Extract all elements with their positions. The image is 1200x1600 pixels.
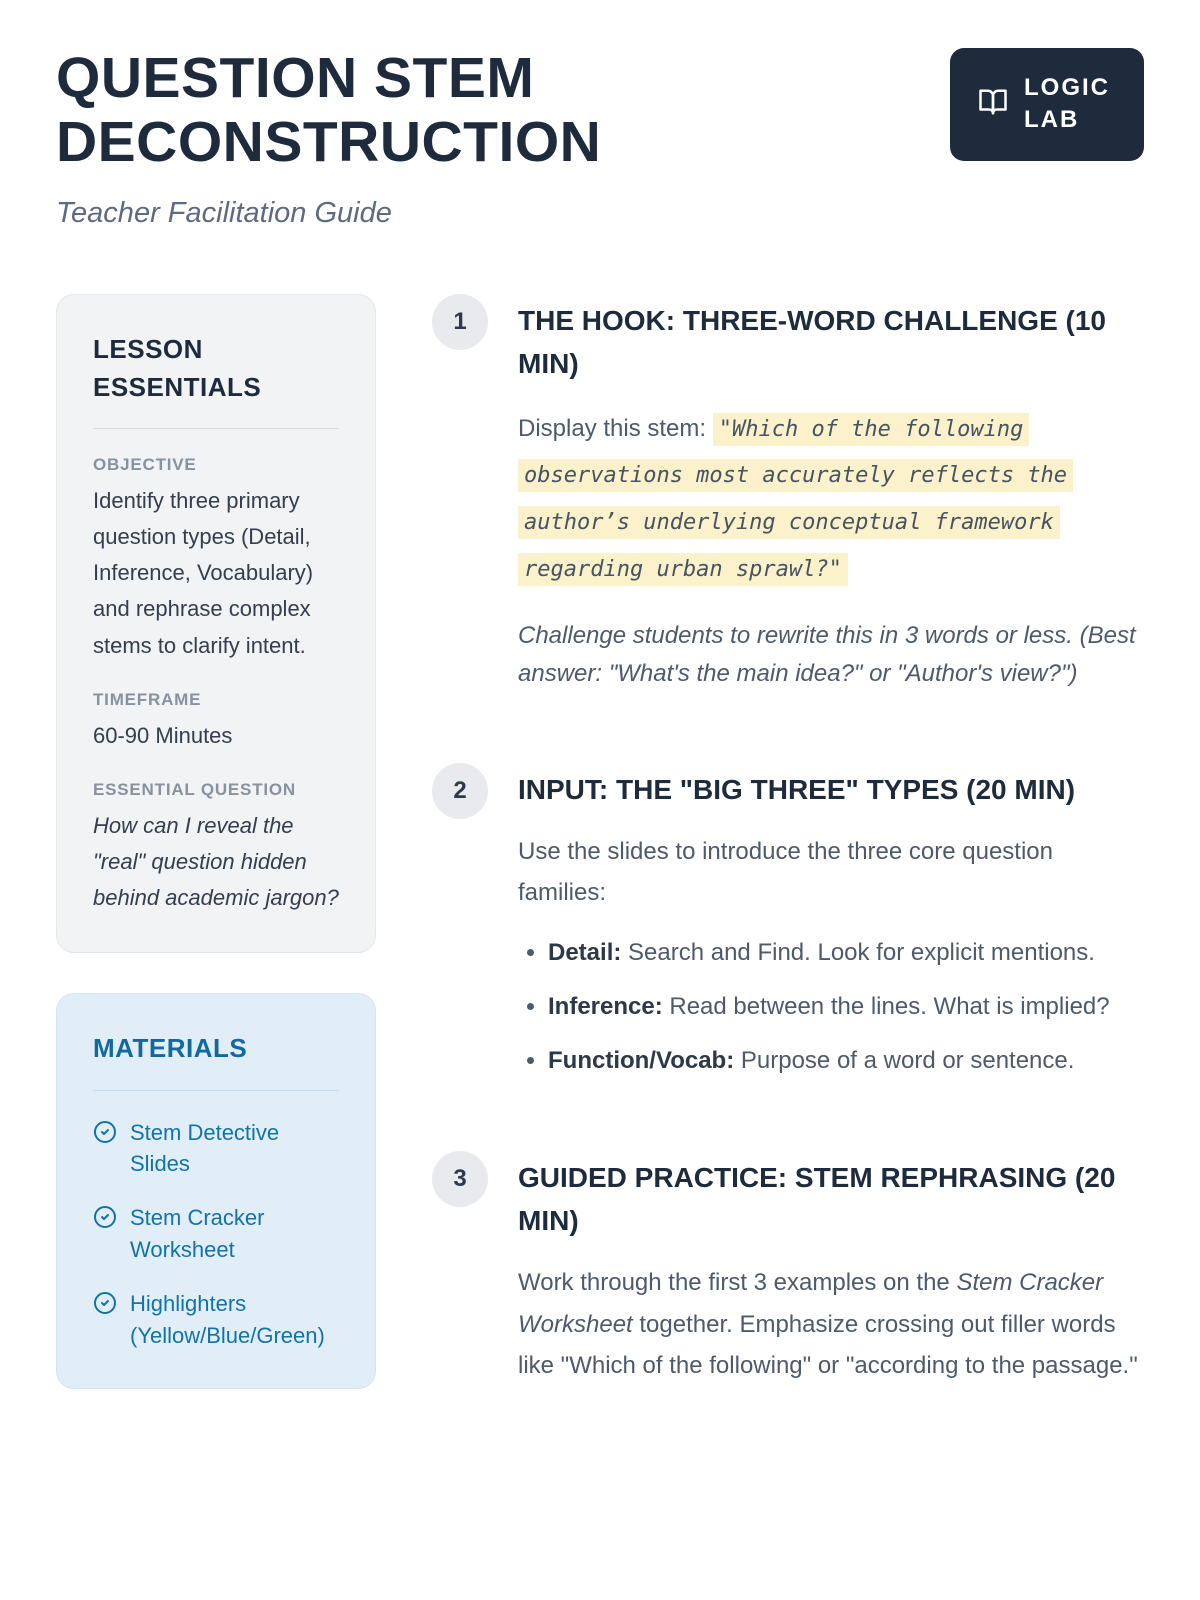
step-number-badge: 1 [432,294,488,350]
header-text-block [56,46,756,230]
timeframe-label: TIMEFRAME [93,689,202,709]
check-circle-icon [93,1120,117,1149]
book-open-icon [978,87,1008,122]
step-number-badge: 3 [432,1151,488,1207]
bullet-inference [548,988,1144,1026]
bullet-function-vocab [548,1042,1144,1080]
divider [93,428,339,429]
materials-title: MATERIALS [93,1032,248,1063]
step-paragraph [518,1262,1144,1386]
bullet-text: Read between the lines. What is implied? [662,992,1110,1020]
lesson-steps [432,294,1144,1389]
objective-section [93,455,339,663]
content [56,294,1144,1389]
check-circle-icon [93,1291,117,1320]
materials-list [93,1117,339,1352]
material-item-highlighters[interactable] [93,1288,339,1352]
badge-label: LOGIC LAB [1024,74,1110,134]
question-type-list [518,934,1144,1081]
step-number-badge: 2 [432,763,488,819]
timeframe-section [93,690,339,754]
material-item-label: Stem Detective Slides [130,1119,280,1177]
essential-question-section [93,780,339,916]
essential-question-text: How can I reveal the "real" question hidden behind academic jargon? [93,812,339,910]
step-2-input [432,763,1144,1081]
objective-label: OBJECTIVE [93,455,197,475]
step-paragraph-post: together. Emphasize crossing out filler words like "Which of the following" or "according to the passage." [518,1310,1138,1379]
bullet-lead: Detail: [548,938,622,966]
step-intro [518,406,1144,593]
logic-lab-badge [950,48,1144,161]
step-title: THE HOOK: THREE-WORD CHALLENGE (10 MIN) [518,304,1106,380]
material-item-worksheet[interactable] [93,1202,339,1266]
bullet-text: Search and Find. Look for explicit mentions. [621,938,1095,966]
material-item-slides[interactable] [93,1117,339,1181]
check-circle-icon [93,1205,117,1234]
step-body [518,1151,1144,1387]
bullet-text: Purpose of a word or sentence. [734,1047,1075,1075]
step-body [518,294,1144,693]
step-paragraph-pre: Work through the first 3 examples on the [518,1269,950,1297]
material-item-label: Stem Cracker Worksheet [130,1205,265,1263]
step-note: Challenge students to rewrite this in 3 words or less. (Best answer: "What's the main idea?" or "Author's view?") [518,621,1136,687]
timeframe-text: 60-90 Minutes [93,722,233,748]
material-item-label: Highlighters (Yellow/Blue/Green) [130,1291,325,1349]
step-intro: Use the slides to introduce the three core question families: [518,837,1053,907]
worksheet-reference: Stem Cracker Worksheet [518,1269,1104,1338]
objective-text: Identify three primary question types (Detail, Inference, Vocabulary) and rephrase complex stems to clarify intent. [93,488,314,658]
sidebar [56,294,376,1389]
bullet-lead: Function/Vocab: [548,1047,735,1075]
materials-card [56,993,376,1389]
bullet-lead: Inference: [548,992,663,1020]
step-3-guided-practice [432,1151,1144,1387]
lesson-essentials-title: LESSON ESSENTIALS [93,333,262,402]
step-body [518,763,1144,1081]
step-1-hook [432,294,1144,693]
divider [93,1090,339,1091]
step-intro-text: Display this stem: [518,414,707,442]
page-subtitle: Teacher Facilitation Guide [56,196,392,229]
lesson-essentials-card [56,294,376,953]
step-title: INPUT: THE "BIG THREE" TYPES (20 MIN) [518,773,1076,805]
step-title: GUIDED PRACTICE: STEM REPHRASING (20 MIN) [518,1161,1116,1237]
header [56,46,1144,230]
bullet-detail [548,934,1144,972]
essential-question-label: ESSENTIAL QUESTION [93,779,297,799]
highlighted-stem: "Which of the following observations most accurately reflects the author’s underlying conceptual framework regarding urban sprawl?" [518,413,1073,586]
page-title: QUESTION STEM DECONSTRUCTION [56,46,602,175]
